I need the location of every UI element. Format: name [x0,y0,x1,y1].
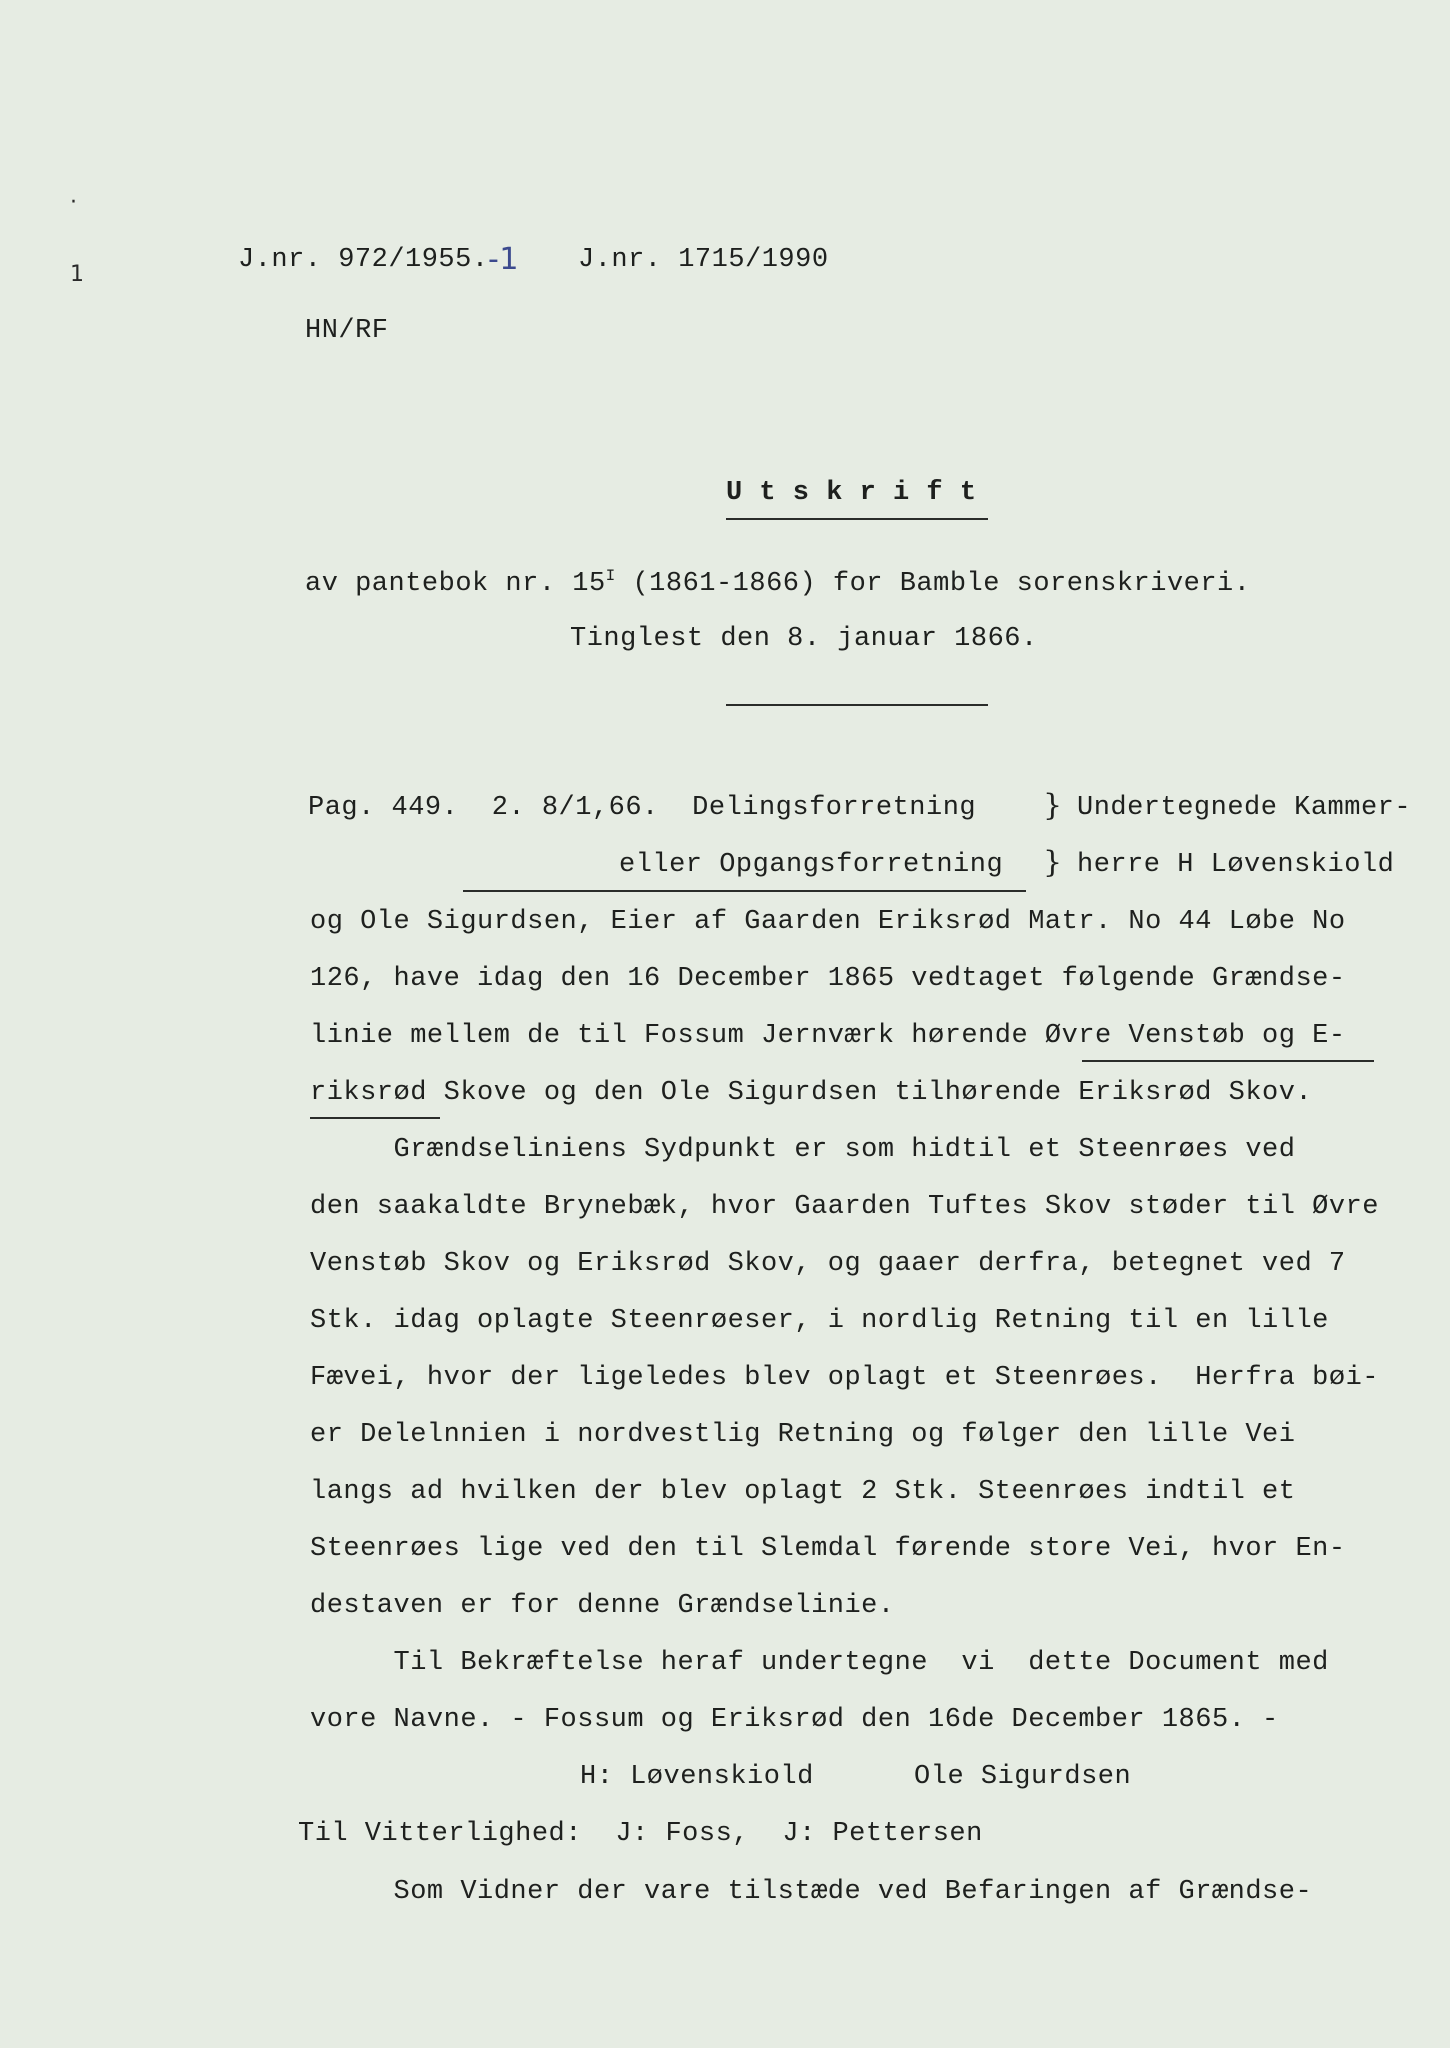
body-line: Steenrøes lige ved den til Slemdal førende store Vei, hvor En- [310,1534,1346,1564]
body-line: linie mellem de til Fossum Jernværk hørende Øvre Venstøb og E- [310,1021,1346,1051]
body-line: Fævei, hvor der ligeledes blev oplagt et Steenrøes. Herfra bøi- [310,1363,1379,1393]
body-line: Som Vidner der vare tilstæde ved Befaringen af Grændse- [310,1877,1313,1907]
handwritten-suffix: -1 [488,242,519,277]
title-underline [726,518,988,520]
entry-reference: Pag. 449. 2. 8/1,66. Delingsforretning [308,793,977,823]
entry-underline [463,890,1026,892]
brace-bottom: } [1043,845,1063,880]
entry-text-right-1: Undertegnede Kammer- [1077,793,1412,823]
body-line: Til Bekræftelse heraf undertegne vi dette Document med [310,1648,1329,1678]
body-line: er Delelnnien i nordvestlig Retning og følger den lille Vei [310,1420,1296,1450]
body-line: og Ole Sigurdsen, Eier af Gaarden Eriksrød Matr. No 44 Løbe No [310,907,1346,937]
source-line: av pantebok nr. $15^I$ (1861-1866) for Bamble sorenskriveri. [305,567,1251,599]
underline-ovre-venstob [1082,1060,1374,1062]
initials: HN/RF [305,316,389,346]
separator-rule [726,704,988,706]
brace-top: } [1043,788,1063,823]
body-line: 126, have idag den 16 December 1865 vedtaget følgende Grændse- [310,964,1346,994]
journal-number-old: J.nr. 972/1955. [238,245,489,275]
registration-date: Tinglest den 8. januar 1866. [570,624,1038,654]
witness-line: Til Vitterlighed: J: Foss, J: Pettersen [298,1819,983,1849]
body-line: Grændseliniens Sydpunkt er som hidtil et Steenrøes ved [310,1135,1296,1165]
body-line: vore Navne. - Fossum og Eriksrød den 16de December 1865. - [310,1705,1279,1735]
entry-text-right-2: herre H Løvenskiold [1077,850,1395,880]
margin-mark: 1 [70,262,84,287]
signatures: H: Løvenskiold Ole Sigurdsen [580,1762,1132,1792]
body-line: riksrød Skove og den Ole Sigurdsen tilhørende Eriksrød Skov. [310,1078,1313,1108]
entry-reference-cont: eller Opgangsforretning [619,850,1004,880]
body-line: langs ad hvilken der blev oplagt 2 Stk. Steenrøes indtil et [310,1477,1296,1507]
margin-mark: · [70,190,77,215]
body-line: den saakaldte Brynebæk, hvor Gaarden Tuftes Skov støder til Øvre [310,1192,1379,1222]
journal-number-new: J.nr. 1715/1990 [578,245,829,275]
body-line: Venstøb Skov og Eriksrød Skov, og gaaer derfra, betegnet ved 7 [310,1249,1346,1279]
document-title: U t s k r i f t [726,478,977,508]
body-line: destaven er for denne Grændselinie. [310,1591,895,1621]
body-line: Stk. idag oplagte Steenrøeser, i nordlig Retning til en lille [310,1306,1329,1336]
underline-eriksrod [310,1117,440,1119]
